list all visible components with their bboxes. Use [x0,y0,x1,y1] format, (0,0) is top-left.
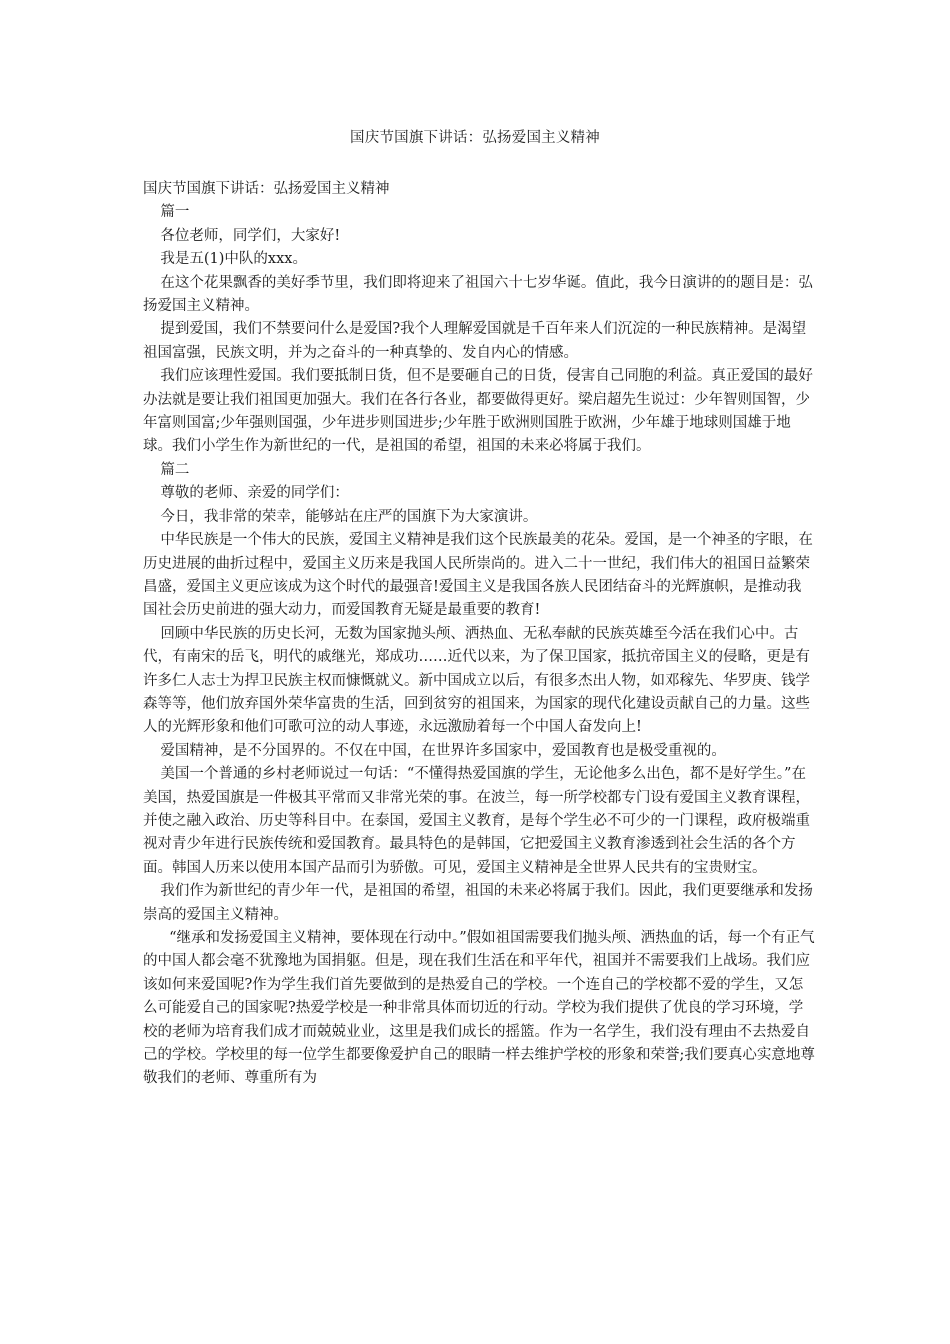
paragraph: 今日，我非常的荣幸，能够站在庄严的国旗下为大家演讲。 [160,508,538,525]
paragraph: 我是五(1)中队的xxx。 [160,251,307,268]
paragraph: 美国一个普通的乡村老师说过一句话：“不懂得热爱国旗的学生，无论他多么出色，都不是好学生。”在美国，热爱国旗是一件极其平常而又非常光荣的事。在波兰，每一所学校都专门设有爱国主义教育课程，并使之融入政治、历史等科目中。在泰国，爱国主义教育，是每个学生必不可少的一门课程，政府极端重视对青少年进行民族传统和爱国教育。最具特色的是韩国，它把爱国主义教育渗透到社会生活的各个方面。韩国人历来以使用本国产品而引为骄傲。可见，爱国主义精神是全世界人民共有的宝贵财宝。 [143,766,810,876]
paragraph: 爱国精神，是不分国界的。不仅在中国，在世界许多国家中，爱国教育也是极受重视的。 [160,742,726,759]
paragraph: 在这个花果飘香的美好季节里，我们即将迎来了祖国六十七岁华诞。值此，我今日演讲的的题目是：弘扬爱国主义精神。 [143,274,813,315]
paragraph: “继承和发扬爱国主义精神，要体现在行动中。”假如祖国需要我们抛头颅、洒热血的话，每一个有正气的中国人都会毫不犹豫地为国捐躯。但是，现在我们生活在和平年代，祖国并不需要我们上战场。我们应该如何来爱国呢?作为学生我们首先要做到的是热爱自己的学校。一个连自己的学校都不爱的学生，又怎么可能爱自己的国家呢?热爱学校是一种非常具体而切近的行动。学校为我们提供了优良的学习环境，学校的老师为培育我们成才而兢兢业业，这里是我们成长的摇篮。作为一名学生，我们没有理由不去热爱自己的学校。学校里的每一位学生都要像爱护自己的眼睛一样去维护学校的形象和荣誉;我们要真心实意地尊敬我们的老师、尊重所有为 [143,930,815,1087]
paragraph: 提到爱国，我们不禁要问什么是爱国?我个人理解爱国就是千百年来人们沉淀的一种民族精神。是渴望祖国富强，民族文明，并为之奋斗的一种真挚的、发自内心的情感。 [143,321,807,361]
paragraph: 篇一 [160,204,190,221]
paragraph: 回顾中华民族的历史长河，无数为国家抛头颅、洒热血、无私奉献的民族英雄至今活在我们心中。古代，有南宋的岳飞，明代的戚继光，郑成功……近代以来，为了保卫国家，抵抗帝国主义的侵略，更是有许多仁人志士为捍卫民族主权而慷慨就义。新中国成立以后，有很多杰出人物，如邓稼先、华罗庚、钱学森等等，他们放弃国外荣华富贵的生活，回到贫穷的祖国来，为国家的现代化建设贡献自己的力量。这些人的光辉形象和他们可歌可泣的动人事迹，永远激励着每一个中国人奋发向上! [143,625,810,736]
paragraph: 篇二 [160,461,190,478]
paragraph: 国庆节国旗下讲话：弘扬爱国主义精神 [143,181,390,197]
paragraph: 中华民族是一个伟大的民族，爱国主义精神是我们这个民族最美的花朵。爱国，是一个神圣的字眼，在历史进展的曲折过程中，爱国主义历来是我国人民所崇尚的。进入二十一世纪，我们伟大的祖国日益繁荣昌盛，爱国主义更应该成为这个时代的最强音!爱国主义是我国各族人民团结奋斗的光辉旗帜，是推动我国社会历史前进的强大动力，而爱国教育无疑是最重要的教育! [143,532,813,619]
paragraph: 我们作为新世纪的青少年一代，是祖国的希望，祖国的未来必将属于我们。因此，我们更要继承和发扬崇高的爱国主义精神。 [143,883,813,923]
document-title: 国庆节国旗下讲话：弘扬爱国主义精神 [350,130,600,146]
paragraph: 我们应该理性爱国。我们要抵制日货，但不是要砸自己的日货，侵害自己同胞的利益。真正爱国的最好办法就是要让我们祖国更加强大。我们在各行各业，都要做得更好。梁启超先生说过：少年智则国智，少年富则国富;少年强则国强，少年进步则国进步;少年胜于欧洲则国胜于欧洲，少年雄于地球则国雄于地球。我们小学生作为新世纪的一代，是祖国的希望，祖国的未来必将属于我们。 [143,368,813,455]
paragraph: 各位老师，同学们，大家好! [160,227,341,244]
paragraph: 尊敬的老师、亲爱的同学们： [160,485,349,502]
document-body [143,178,815,1091]
